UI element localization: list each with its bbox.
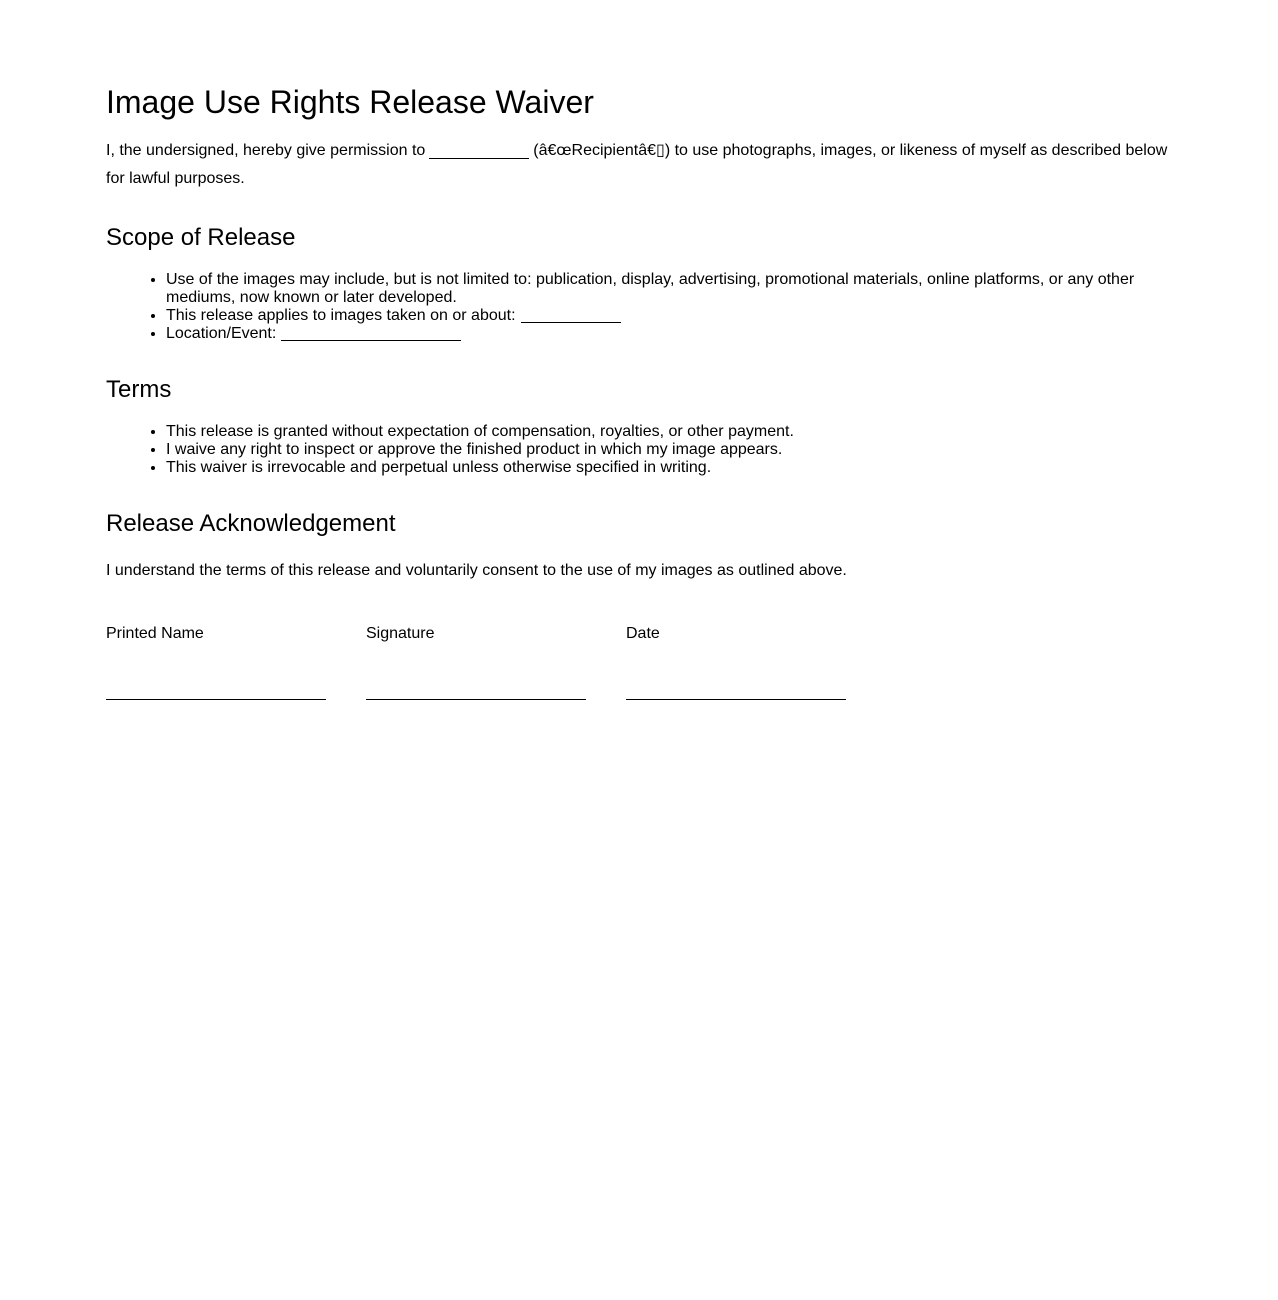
date-label: Date [626,625,660,642]
scope-item-location: • Location/Event: [166,325,1178,343]
acknowledgement-text: I understand the terms of this release and voluntarily consent to the use of my images as outlined above. [106,562,847,579]
printed-name-line[interactable] [106,699,326,700]
location-event-blank-field[interactable] [281,339,461,341]
printed-name-label: Printed Name [106,625,204,642]
scope-item-usage: • Use of the images may include, but is not limited to: publication, display, advertising, promotional materials, online platforms, or any other mediums, now known or later developed. [166,271,1178,307]
scope-heading: Scope of Release [106,224,296,251]
terms-heading: Terms [106,376,172,403]
date-field [626,624,846,644]
recipient-blank-field[interactable] [429,157,529,159]
scope-list [106,271,1178,343]
terms-item-compensation: • This release is granted without expectation of compensation, royalties, or other payment. [166,423,1178,441]
terms-item-irrevocable: • This waiver is irrevocable and perpetual unless otherwise specified in writing. [166,459,1178,477]
terms-item-inspection: • I waive any right to inspect or approve the finished product in which my image appears. [166,441,1178,459]
acknowledgement-heading: Release Acknowledgement [106,510,396,537]
intro-text-end: (â€œRecipientâ€▯) to use photographs, images, or likeness of myself as described below for lawful purposes. [106,142,1168,187]
printed-name-field [106,624,326,644]
signature-label: Signature [366,625,435,642]
signature-field [366,624,586,644]
intro-text-start: I, the undersigned, hereby give permission to [106,142,426,159]
intro-paragraph [106,137,1178,193]
date-taken-blank-field[interactable] [521,321,621,323]
signature-line[interactable] [366,699,586,700]
terms-list [106,423,1178,477]
document-title: Image Use Rights Release Waiver [106,84,594,120]
scope-item-date: • This release applies to images taken on or about: [166,307,1178,325]
date-line[interactable] [626,699,846,700]
